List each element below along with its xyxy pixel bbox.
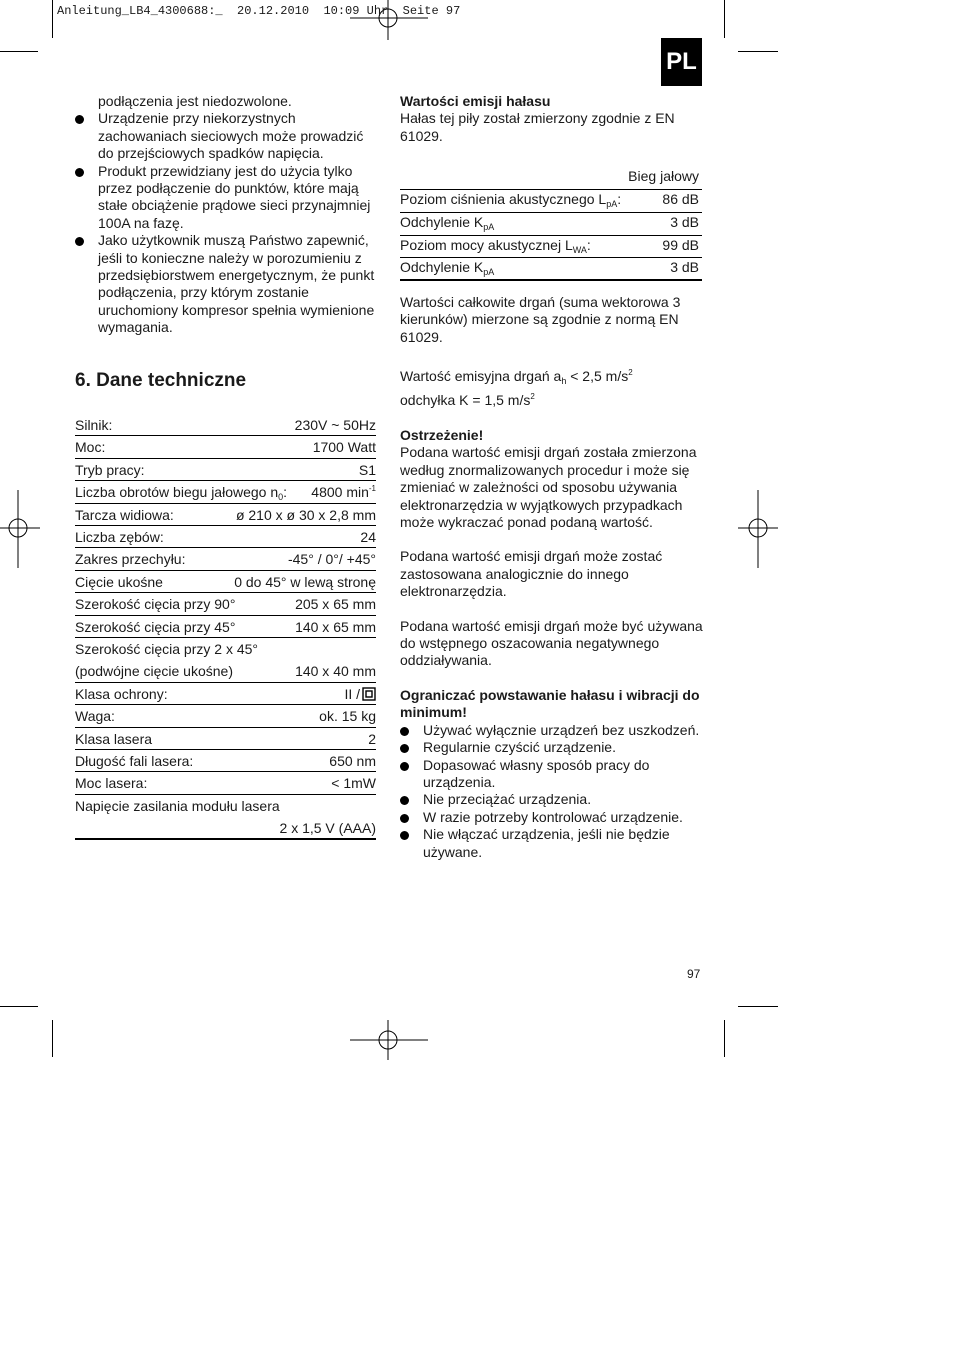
spec-label: Silnik: [75, 417, 113, 433]
left-column-intro [75, 93, 380, 337]
list-item: Produkt przewidziany jest do użycia tylko przez podłączenie do punktów, które mają stałe obciążenie prądowe sieci przynajmniej 100A na fazę. [75, 163, 380, 233]
crop-mark [52, 1020, 53, 1057]
table-row [75, 772, 376, 794]
table-row [75, 705, 376, 727]
table-row [75, 571, 376, 593]
spec-value: 0 do 45° w lewą stronę [234, 573, 376, 590]
noise-label: Poziom mocy akustycznej $L_{WA}$: [400, 236, 591, 255]
list-item: Regularnie czyścić urządzenie. [400, 739, 705, 756]
spec-value: 2 [368, 730, 376, 747]
spec-label: Liczba obrotów biegu jałowego $n_0$: [75, 484, 288, 503]
list-item: Urządzenie przy niekorzystnych zachowaniach sieciowych może prowadzić do przejściowych spadków napięcia. [75, 110, 380, 162]
crop-mark [724, 1020, 725, 1057]
page-number: 97 [687, 967, 701, 981]
crop-mark [0, 1006, 38, 1007]
table-row [75, 526, 376, 548]
warning-paragraph: Podana wartość emisji drgań może zostać zastosowana analogicznie do innego elektronarzędzia. [400, 548, 663, 600]
double-insulation-icon [362, 687, 376, 701]
crop-mark [738, 1006, 778, 1007]
spec-value: 24 [360, 528, 376, 545]
table-row [75, 728, 376, 750]
table-row [75, 638, 376, 683]
registration-mark-left [0, 490, 40, 568]
noise-value: 86 dB [662, 191, 699, 207]
spec-label: Waga: [75, 708, 115, 725]
noise-intro: Hałas tej piły został zmierzony zgodnie z EN 61029. [400, 110, 675, 144]
spec-label: Cięcie ukośne [75, 573, 163, 590]
registration-mark-bottom [350, 1020, 428, 1060]
spec-label: Liczba zębów: [75, 528, 164, 545]
vibration-total: Wartości całkowite drgań (suma wektorowa 3 kierunków) mierzone są zgodnie z normą EN 61029. [400, 294, 681, 345]
table-row [75, 436, 376, 458]
table-row [75, 414, 376, 436]
spec-value: 140 x 40 mm [295, 662, 376, 679]
spec-value: 230V ~ 50Hz [294, 417, 376, 433]
language-badge: PL [661, 38, 702, 86]
noise-value: 3 dB [670, 213, 699, 230]
spec-label: Tarcza widiowa: [75, 506, 174, 523]
list-item: Nie włączać urządzenia, jeśli nie będzie używane. [400, 826, 705, 861]
vibration-deviation: odchyłka K = 1,5 $m/s^2$ [400, 392, 535, 408]
requirements-list [75, 110, 380, 336]
spec-table [75, 414, 376, 840]
intro-continuation: podłączenia jest niedozwolone. [98, 93, 292, 109]
vibration-emission: Wartość emisyjna drgań $a_h < 2,5$ $m/s^2$ [400, 368, 633, 386]
noise-label: Odchylenie $K_{pA}$ [400, 213, 495, 232]
spec-label: Napięcie zasilania modułu lasera [75, 797, 280, 814]
table-row [75, 795, 376, 840]
noise-value: 3 dB [670, 259, 699, 276]
spec-label: Moc lasera: [75, 775, 148, 792]
table-row [75, 548, 376, 570]
spec-value: < 1mW [331, 775, 376, 792]
spec-value: -45° / 0°/ +45° [287, 551, 376, 568]
list-item: Jako użytkownik muszą Państwo zapewnić, jeśli to konieczne należy w porozumieniu z przedsiębiorstwem energetycznym, że punkt podłączenia, przy którym zostanie uruchomiony kompresor spełnia wymienione wymagania. [75, 232, 380, 336]
spec-value: 1700 Watt [312, 439, 376, 456]
table-row [400, 236, 702, 259]
print-slug-line: Anleitung_LB4_4300688:_ 20.12.2010 10:09 Uhr Seite 97 [57, 4, 461, 18]
table-row [75, 616, 376, 638]
spec-value: 4800 $\min^{-1}$ [311, 484, 376, 501]
crop-mark [0, 51, 38, 52]
noise-label: Poziom ciśnienia akustycznego $L_{pA}$: [400, 191, 622, 209]
spec-label: Szerokość cięcia przy 90° [75, 596, 236, 613]
list-item: W razie potrzeby kontrolować urządzenie. [400, 809, 705, 826]
table-row [75, 593, 376, 615]
spec-label: Klasa lasera [75, 730, 153, 747]
noise-title: Wartości emisji hałasu [400, 93, 551, 109]
warning-paragraph: Podana wartość emisji drgań może być używana do wstępnego oszacowania negatywnego oddziaływania. [400, 617, 703, 669]
spec-value: 205 x 65 mm [295, 596, 376, 613]
crop-mark [738, 51, 778, 52]
noise-value: 99 dB [662, 236, 699, 253]
list-item: Dopasować własny sposób pracy do urządzenia. [400, 757, 705, 792]
limit-list [400, 722, 705, 861]
warning-block [400, 427, 705, 861]
section-title: 6. Dane techniczne [75, 370, 247, 391]
spec-label: Klasa ochrony: [75, 685, 168, 702]
spec-label: Zakres przechyłu: [75, 551, 186, 568]
warning-paragraph: Podana wartość emisji drgań została zmierzona według znormalizowanych procedur i może się zmieniać w zależności od sposobu używania elektronarzędzia w wyjątkowych przypadkach może wykraczać ponad podaną wartość. [400, 444, 697, 531]
table-row [75, 683, 376, 705]
spec-value: S1 [358, 461, 376, 478]
table-row [400, 258, 702, 281]
spec-label: Długość fali lasera: [75, 753, 194, 770]
crop-mark [52, 0, 53, 38]
spec-label: Tryb pracy: [75, 461, 145, 478]
spec-label: Szerokość cięcia przy 45° [75, 618, 236, 635]
spec-label: Moc: [75, 439, 106, 456]
noise-label: Odchylenie $K_{pA}$ [400, 259, 495, 278]
list-item: Nie przeciążać urządzenia. [400, 791, 705, 808]
table-row [75, 750, 376, 772]
table-row [75, 459, 376, 481]
spec-value: ok. 15 kg [319, 708, 376, 725]
table-row [400, 213, 702, 236]
warning-title: Ostrzeżenie! [400, 427, 484, 443]
table-row [400, 190, 702, 213]
noise-intro-block [400, 93, 705, 145]
spec-value: II / [344, 683, 376, 705]
spec-value: 2 x 1,5 V (AAA) [279, 819, 376, 836]
spec-value: 140 x 65 mm [295, 618, 376, 635]
spec-label-line2: (podwójne cięcie ukośne) [75, 662, 233, 679]
table-row [75, 481, 376, 503]
spec-label: Szerokość cięcia przy 2 x 45° [75, 640, 259, 657]
noise-table-header: Bieg jałowy [400, 167, 702, 190]
noise-table [400, 167, 702, 281]
limit-title: Ograniczać powstawanie hałasu i wibracji do minimum! [400, 686, 700, 721]
spec-value: ø 210 x ø 30 x 2,8 mm [235, 506, 376, 523]
list-item: Używać wyłącznie urządzeń bez uszkodzeń. [400, 722, 705, 739]
crop-mark [724, 0, 725, 38]
registration-mark-right [738, 490, 778, 568]
spec-value: 650 nm [329, 753, 376, 770]
table-row [75, 504, 376, 526]
